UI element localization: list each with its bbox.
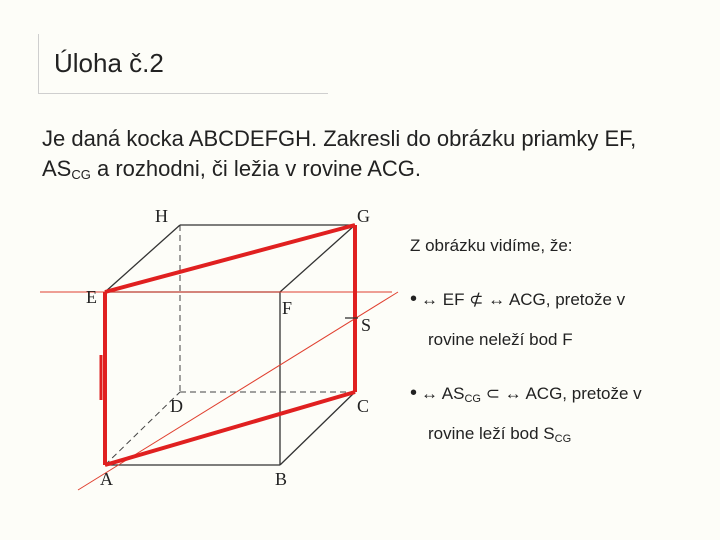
bullet-1-main: ↔ EF ⊄ ↔ ACG, pretože v — [421, 290, 626, 309]
vertex-label-e: E — [86, 287, 97, 307]
task-line-1: Je daná kocka ABCDEFGH. Zakresli do obrázku priamky EF, — [42, 126, 637, 151]
task-line-2-prefix: AS — [42, 156, 72, 181]
task-line-2-suffix: a rozhodni, či ležia v rovine ACG. — [90, 156, 422, 181]
bullet-1-continuation: rovine neleží bod F — [428, 330, 573, 349]
bullet-2-main-suffix: ⊂ ↔ ACG, pretože v — [480, 384, 642, 403]
vertex-label-c: C — [357, 396, 370, 416]
vertex-label-h: H — [155, 206, 168, 226]
bullet-2-main-subscript: CG — [464, 393, 481, 405]
vertex-label-d: D — [170, 396, 183, 416]
vertex-label-a: A — [100, 469, 113, 489]
bullet-2-cont-prefix: rovine leží bod S — [428, 424, 555, 443]
bullet-1 — [410, 288, 625, 311]
bullet-2-continuation — [428, 424, 571, 445]
task-line-2-subscript: CG — [71, 167, 91, 182]
bullet-2-cont-subscript: CG — [554, 433, 572, 445]
vertex-label-g: G — [357, 206, 370, 226]
bullet-2 — [410, 382, 642, 405]
bullet-1-symbol: • — [410, 288, 418, 310]
bullet-2-symbol: • — [410, 382, 418, 404]
vertex-label-b: B — [275, 469, 288, 489]
vertex-label-f: F — [282, 298, 293, 318]
bullet-2-main-prefix: ↔ AS — [421, 384, 465, 403]
page-title: Úloha č.2 — [54, 48, 164, 78]
vertex-label-s: S — [361, 315, 372, 335]
conclusion-lead: Z obrázku vidíme, že: — [410, 236, 573, 255]
